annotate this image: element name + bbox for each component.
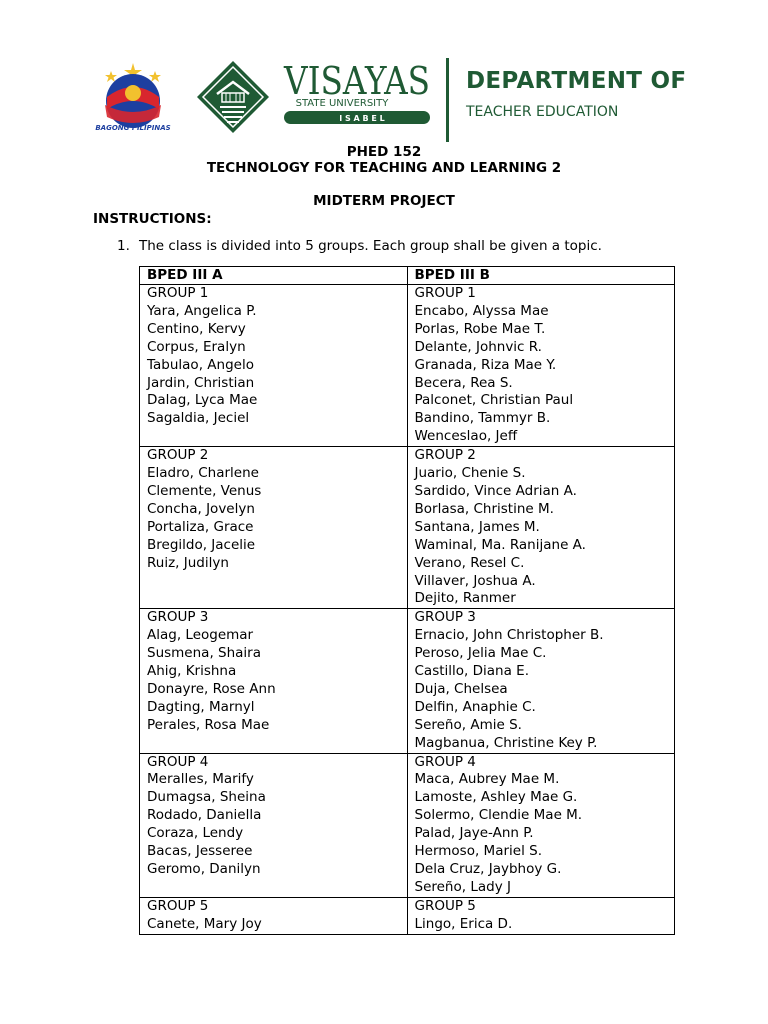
member-name: Maca, Aubrey Mae M. <box>414 771 560 788</box>
member-name: Peroso, Jelia Mae C. <box>414 645 547 662</box>
table-row <box>140 609 675 753</box>
course-code: PHED 152 <box>346 144 422 160</box>
group-label: GROUP 4 <box>414 753 476 770</box>
group-cell-bped-iii-a <box>140 753 408 897</box>
member-name: Waminal, Ma. Ranijane A. <box>414 536 586 553</box>
member-name: Sereño, Amie S. <box>414 716 522 733</box>
member-name: Dalag, Lyca Mae <box>147 392 258 409</box>
member-name: Bregildo, Jacelie <box>147 536 256 553</box>
member-name: Alag, Leogemar <box>147 627 254 644</box>
member-name: Dumagsa, Sheina <box>147 789 266 806</box>
member-name: Susmena, Shaira <box>147 645 261 662</box>
member-name: Corpus, Eralyn <box>147 338 246 355</box>
member-name: Castillo, Diana E. <box>414 663 529 680</box>
member-name: Sagaldia, Jeciel <box>147 410 250 427</box>
group-cell-bped-iii-b <box>407 285 675 447</box>
member-name: Geromo, Danilyn <box>147 861 261 877</box>
group-cell-bped-iii-b <box>407 447 675 609</box>
group-label: GROUP 1 <box>414 285 476 301</box>
member-name: Perales, Rosa Mae <box>147 716 270 733</box>
member-name: Rodado, Daniella <box>147 807 262 824</box>
member-name: Sardido, Vince Adrian A. <box>414 482 577 499</box>
project-title: MIDTERM PROJECT <box>313 193 455 209</box>
member-name: Yara, Angelica P. <box>147 302 257 319</box>
group-cell-bped-iii-b <box>407 609 675 753</box>
group-label: GROUP 1 <box>147 285 209 301</box>
member-name: Hermoso, Mariel S. <box>414 843 542 860</box>
group-label: GROUP 3 <box>147 609 209 626</box>
table-row <box>140 447 675 609</box>
member-name: Eladro, Charlene <box>147 465 259 482</box>
group-cell-bped-iii-a <box>140 609 408 753</box>
svg-text:I S A B E L: I S A B E L <box>339 114 385 123</box>
column-header-bped-iii-b: BPED III B <box>407 267 675 285</box>
member-name: Solermo, Clendie Mae M. <box>414 807 583 824</box>
svg-text:BAGONG PILIPINAS: BAGONG PILIPINAS <box>95 124 171 132</box>
vsu-seal-logo <box>196 60 270 134</box>
member-name: Porlas, Robe Mae T. <box>414 320 546 337</box>
bagong-pilipinas-logo <box>93 59 173 133</box>
group-label: GROUP 5 <box>414 897 476 914</box>
instruction-number: 1. <box>117 238 130 254</box>
member-name: Ahig, Krishna <box>147 663 237 680</box>
course-title: TECHNOLOGY FOR TEACHING AND LEARNING 2 <box>206 160 562 176</box>
member-name: Dejito, Ranmer <box>414 590 516 607</box>
visayas-state-university-wordmark <box>282 58 432 128</box>
table-row <box>140 897 675 934</box>
member-name: Clemente, Venus <box>147 482 262 499</box>
member-name: Delfin, Anaphie C. <box>414 698 536 715</box>
member-name: Meralles, Marify <box>147 771 254 788</box>
column-header-bped-iii-a: BPED III A <box>140 267 408 285</box>
member-name: Becera, Rea S. <box>414 374 513 391</box>
table-body <box>140 285 675 935</box>
instruction-text: The class is divided into 5 groups. Each group shall be given a topic. <box>139 238 602 254</box>
member-name: Juario, Chenie S. <box>414 465 526 482</box>
member-name: Lamoste, Ashley Mae G. <box>414 789 578 806</box>
group-label: GROUP 5 <box>147 897 209 914</box>
member-name: Portaliza, Grace <box>147 518 254 535</box>
member-name: Palad, Jaye-Ann P. <box>414 825 534 842</box>
member-name: Bacas, Jesseree <box>147 843 253 860</box>
group-label: GROUP 2 <box>414 447 476 464</box>
member-name: Dela Cruz, Jaybhoy G. <box>414 861 562 877</box>
svg-text:VISAYAS: VISAYAS <box>283 59 430 103</box>
member-name: Ruiz, Judilyn <box>147 554 229 571</box>
member-name: Duja, Chelsea <box>414 680 508 697</box>
member-name: Lingo, Erica D. <box>414 915 513 932</box>
member-name: Delante, Johnvic R. <box>414 338 542 355</box>
table-row <box>140 753 675 897</box>
member-name: Tabulao, Angelo <box>147 356 254 373</box>
member-name: Borlasa, Christine M. <box>414 500 554 517</box>
group-cell-bped-iii-b <box>407 897 675 934</box>
member-name: Verano, Resel C. <box>414 554 525 571</box>
header-divider <box>446 58 449 142</box>
svg-text:STATE UNIVERSITY: STATE UNIVERSITY <box>295 98 389 109</box>
member-name: Jardin, Christian <box>147 374 255 391</box>
member-name: Centino, Kervy <box>147 320 246 337</box>
group-cell-bped-iii-b <box>407 753 675 897</box>
member-name: Encabo, Alyssa Mae <box>414 302 549 319</box>
member-name: Wenceslao, Jeff <box>414 428 518 445</box>
table-row <box>140 285 675 447</box>
department-title: DEPARTMENT OF <box>466 68 687 94</box>
member-name: Sereño, Lady J <box>414 878 511 895</box>
member-name: Dagting, Marnyl <box>147 698 255 715</box>
member-name: Magbanua, Christine Key P. <box>414 734 598 751</box>
instruction-item <box>117 238 602 254</box>
group-label: GROUP 3 <box>414 609 476 626</box>
member-name: Santana, James M. <box>414 518 540 535</box>
member-name: Granada, Riza Mae Y. <box>414 356 557 373</box>
department-subtitle: TEACHER EDUCATION <box>466 104 619 120</box>
group-label: GROUP 2 <box>147 447 209 464</box>
member-name: Canete, Mary Joy <box>147 915 262 932</box>
member-name: Donayre, Rose Ann <box>147 680 276 697</box>
member-name: Villaver, Joshua A. <box>414 572 536 589</box>
member-name: Bandino, Tammyr B. <box>414 410 551 427</box>
group-cell-bped-iii-a <box>140 447 408 609</box>
instructions-heading: INSTRUCTIONS: <box>93 211 212 227</box>
member-name: Coraza, Lendy <box>147 825 244 842</box>
member-name: Palconet, Christian Paul <box>414 392 574 409</box>
group-cell-bped-iii-a <box>140 285 408 447</box>
table-header-row <box>140 267 675 285</box>
group-roster-table <box>139 266 675 935</box>
group-cell-bped-iii-a <box>140 897 408 934</box>
member-name: Concha, Jovelyn <box>147 500 255 517</box>
group-label: GROUP 4 <box>147 753 209 770</box>
member-name: Ernacio, John Christopher B. <box>414 627 604 644</box>
